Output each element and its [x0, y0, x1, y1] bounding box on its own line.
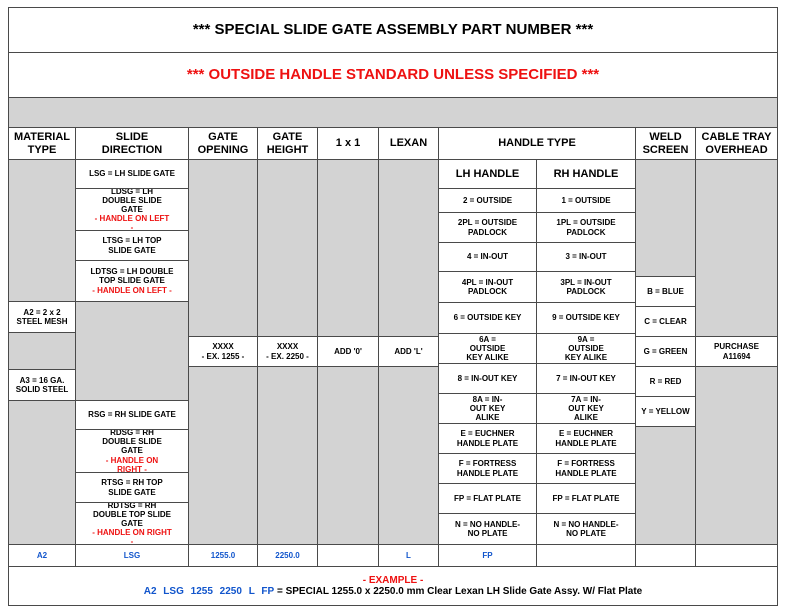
lh-handle-item: 8 = IN-OUT KEY	[438, 363, 537, 394]
onebyone-filler	[317, 366, 379, 545]
spacer-row	[8, 97, 778, 128]
material-filler	[8, 400, 76, 545]
header-material-type: MATERIAL TYPE	[8, 127, 76, 160]
header-gate-height: GATE HEIGHT	[257, 127, 318, 160]
weld-item: Y = YELLOW	[635, 396, 696, 427]
selection-material: A2	[8, 544, 76, 567]
material-a3: A3 = 16 GA. SOLID STEEL	[8, 369, 76, 401]
lexan-filler	[378, 366, 439, 545]
rh-handle-item: 9 = OUTSIDE KEY	[536, 302, 636, 334]
slide-lsg: LSG = LH SLIDE GATE	[75, 159, 189, 189]
height-filler	[257, 366, 318, 545]
onebyone-filler	[317, 159, 379, 337]
height-placeholder: XXXX	[276, 342, 299, 352]
rh-handle-item: 9A = OUTSIDE KEY ALIKE	[536, 333, 636, 364]
slide-rdtsg-note: - HANDLE ON RIGHT -	[92, 528, 172, 545]
onebyone-add: ADD '0'	[317, 336, 379, 367]
weld-filler	[635, 426, 696, 545]
lh-handle-item: N = NO HANDLE- NO PLATE	[438, 513, 537, 545]
selection-height: 2250.0	[257, 544, 318, 567]
header-lh-handle: LH HANDLE	[438, 159, 537, 189]
slide-ldtsg-label: LDTSG = LH DOUBLE TOP SLIDE GATE	[90, 267, 174, 286]
sheet-subtitle: *** OUTSIDE HANDLE STANDARD UNLESS SPECIFIED ***	[8, 52, 778, 98]
slide-ldsg-label: LDSG = LH DOUBLE SLIDE GATE	[102, 188, 162, 214]
lh-handle-item: 2 = OUTSIDE	[438, 188, 537, 213]
slide-ldsg-note: - HANDLE ON LEFT -	[94, 214, 170, 231]
lh-handle-item: 4 = IN-OUT	[438, 242, 537, 272]
lh-handle-item: 6 = OUTSIDE KEY	[438, 302, 537, 334]
weld-filler	[635, 159, 696, 277]
material-filler	[8, 332, 76, 370]
selection-rh	[536, 544, 636, 567]
example-code: A2 LSG 1255 2250 L FP	[143, 586, 275, 597]
sheet-title: *** SPECIAL SLIDE GATE ASSEMBLY PART NUMBER ***	[8, 7, 778, 53]
material-filler	[8, 159, 76, 302]
header-cable-tray: CABLE TRAY OVERHEAD	[695, 127, 778, 160]
height-filler	[257, 159, 318, 337]
lh-handle-item: FP = FLAT PLATE	[438, 483, 537, 514]
rh-handle-item: E = EUCHNER HANDLE PLATE	[536, 423, 636, 454]
example-label: - EXAMPLE -	[362, 574, 424, 586]
lexan-add: ADD 'L'	[378, 336, 439, 367]
slide-rdtsg	[75, 502, 189, 545]
height-value	[257, 336, 318, 367]
header-lexan: LEXAN	[378, 127, 439, 160]
cable-tray-purchase: PURCHASE A11694	[695, 336, 778, 367]
lh-handle-item: F = FORTRESS HANDLE PLATE	[438, 453, 537, 484]
height-example: - EX. 2250 -	[266, 351, 309, 361]
slide-rdtsg-label: RDTSG = RH DOUBLE TOP SLIDE GATE	[93, 502, 171, 528]
header-weld-screen: WELD SCREEN	[635, 127, 696, 160]
rh-handle-item: 1 = OUTSIDE	[536, 188, 636, 213]
cable-filler	[695, 366, 778, 545]
weld-item: C = CLEAR	[635, 306, 696, 337]
rh-handle-item: FP = FLAT PLATE	[536, 483, 636, 514]
example-box	[8, 566, 778, 606]
selection-cable	[695, 544, 778, 567]
rh-handle-item: N = NO HANDLE- NO PLATE	[536, 513, 636, 545]
header-1x1: 1 x 1	[317, 127, 379, 160]
rh-handle-item: F = FORTRESS HANDLE PLATE	[536, 453, 636, 484]
material-a2: A2 = 2 x 2 STEEL MESH	[8, 301, 76, 333]
slide-rsg: RSG = RH SLIDE GATE	[75, 400, 189, 430]
selection-1x1	[317, 544, 379, 567]
selection-slide: LSG	[75, 544, 189, 567]
weld-item: B = BLUE	[635, 276, 696, 307]
header-handle-type: HANDLE TYPE	[438, 127, 636, 160]
lh-handle-item: 8A = IN-OUT KEY ALIKE	[438, 393, 537, 424]
slide-filler	[75, 301, 189, 401]
weld-item: G = GREEN	[635, 336, 696, 367]
slide-ldtsg	[75, 260, 189, 302]
opening-filler	[188, 159, 258, 337]
slide-rdsg-note: - HANDLE ON RIGHT -	[105, 455, 159, 473]
lh-handle-item: E = EUCHNER HANDLE PLATE	[438, 423, 537, 454]
rh-handle-item: 7A = IN-OUT KEY ALIKE	[536, 393, 636, 424]
example-line	[144, 586, 642, 598]
opening-example: - EX. 1255 -	[201, 351, 245, 361]
slide-rdsg-label: RDSG = RH DOUBLE SLIDE GATE	[102, 429, 162, 456]
example-description: = SPECIAL 1255.0 x 2250.0 mm Clear Lexan LH Slide Gate Assy. W/ Flat Plate	[276, 586, 643, 597]
lh-handle-item: 6A = OUTSIDE KEY ALIKE	[438, 333, 537, 364]
lh-handle-item: 2PL = OUTSIDE PADLOCK	[438, 212, 537, 243]
opening-placeholder: XXXX	[212, 342, 234, 352]
lexan-filler	[378, 159, 439, 337]
cable-filler	[695, 159, 778, 337]
header-gate-opening: GATE OPENING	[188, 127, 258, 160]
slide-ldtsg-note: - HANDLE ON LEFT -	[92, 285, 172, 295]
selection-opening: 1255.0	[188, 544, 258, 567]
selection-weld	[635, 544, 696, 567]
rh-handle-item: 7 = IN-OUT KEY	[536, 363, 636, 394]
rh-handle-item: 3PL = IN-OUT PADLOCK	[536, 271, 636, 303]
header-slide-direction: SLIDE DIRECTION	[75, 127, 189, 160]
slide-rtsg: RTSG = RH TOP SLIDE GATE	[75, 472, 189, 503]
slide-ltsg: LTSG = LH TOP SLIDE GATE	[75, 230, 189, 261]
weld-item: R = RED	[635, 366, 696, 397]
rh-handle-item: 1PL = OUTSIDE PADLOCK	[536, 212, 636, 243]
opening-filler	[188, 366, 258, 545]
lh-handle-item: 4PL = IN-OUT PADLOCK	[438, 271, 537, 303]
slide-ldsg	[75, 188, 189, 231]
header-rh-handle: RH HANDLE	[536, 159, 636, 189]
rh-handle-item: 3 = IN-OUT	[536, 242, 636, 272]
selection-handle: FP	[438, 544, 537, 567]
selection-lexan: L	[378, 544, 439, 567]
opening-value	[188, 336, 258, 367]
slide-rdsg	[75, 429, 189, 473]
